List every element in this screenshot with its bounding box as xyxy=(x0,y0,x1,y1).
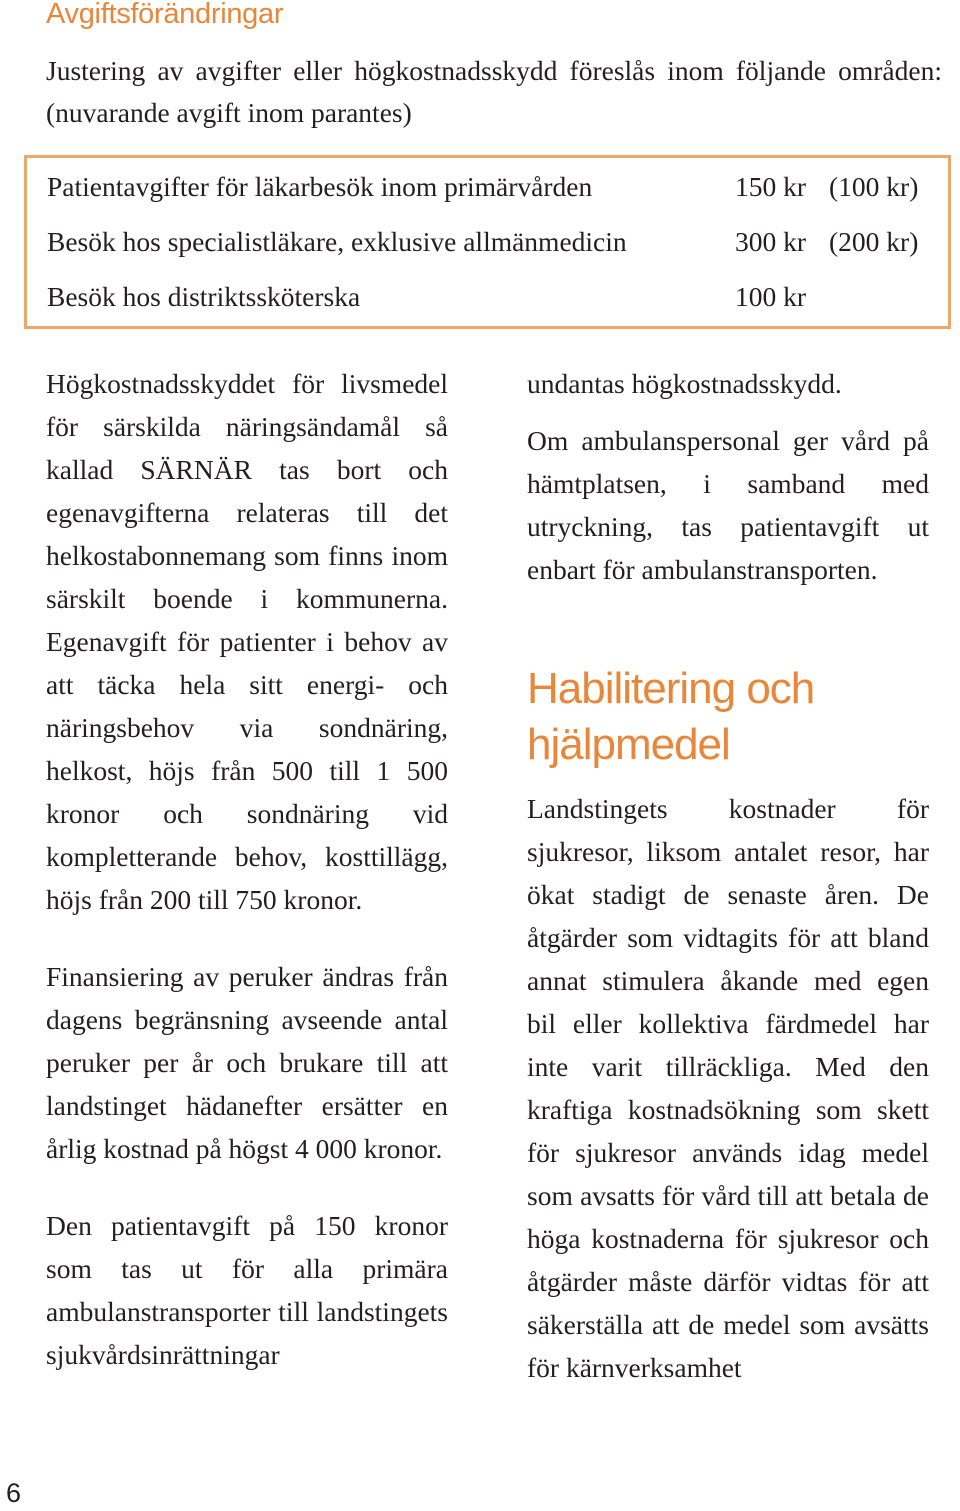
fee-label: Besök hos distriktssköterska xyxy=(47,281,361,312)
page-number: 6 xyxy=(6,1478,22,1508)
fee-previous-price: (100 kr) xyxy=(829,171,919,202)
paragraph-nutrition: Högkostnadsskyddet för livsmedel för särskilda näringsändamål så kallad SÄRNÄR tas bort och egenavgifterna relateras till det helkostabonnemang som finns inom särskilt boende i kommunerna. Egenavgift för patienter i behov av att täcka hela sitt energi- och näringsbehov via sondnäring, helkost, höjs från 500 till 1 500 kronor och sondnäring vid kompletterande behov, kosttillägg, höjs från 200 till 750 kronor. xyxy=(46,368,448,915)
fee-row xyxy=(47,281,807,313)
intro-paragraph: Justering av avgifter eller högkostnadsskydd föreslås inom följande områden: (nuvarande avgift inom parantes) xyxy=(46,55,942,128)
section-heading-habilitation: Habilitering och hjälpmedel xyxy=(527,664,815,769)
left-column xyxy=(46,362,448,1410)
paragraph-continuation: undantas högkostnadsskydd. xyxy=(527,368,842,399)
fee-price: 150 kr xyxy=(735,171,807,202)
fee-table-box xyxy=(24,155,951,329)
paragraph-sjukresor: Landstingets kostnader för sjukresor, liksom antalet resor, har ökat stadigt de senaste åren. De åtgärder som vidtagits för att bland annat stimulera åkande med egen bil eller kollektiva färdmedel har inte varit tillräckliga. Med den kraftiga kostnadsökning som skett för sjukresor används idag medel som avsatts för vård till att betala de höga kostnaderna för sjukresor och åtgärder måste därför vidtas för att säkerställa att de medel som avsätts för kärnverksamhet xyxy=(527,793,929,1383)
right-column xyxy=(527,362,929,1403)
paragraph-ambulance-care: Om ambulanspersonal ger vård på hämtplatsen, i samband med utryckning, tas patientavgift ut enbart för ambulanstransporten. xyxy=(527,425,929,585)
fee-row xyxy=(47,171,919,203)
fee-label: Patientavgifter för läkarbesök inom primärvården xyxy=(47,171,593,202)
paragraph-ambulance-fee: Den patientavgift på 150 kronor som tas ut för alla primära ambulanstransporter till landstingets sjukvårdsinrättningar xyxy=(46,1210,448,1370)
fee-previous-price: (200 kr) xyxy=(829,226,919,257)
fee-label: Besök hos specialistläkare, exklusive allmänmedicin xyxy=(47,226,627,257)
fee-price: 100 kr xyxy=(735,281,807,312)
section-heading-fee-changes: Avgiftsförändringar xyxy=(46,0,284,30)
fee-price: 300 kr xyxy=(735,226,807,257)
fee-row xyxy=(47,226,919,258)
paragraph-wigs: Finansiering av peruker ändras från dagens begränsning avseende antal peruker per år och brukare till att landstinget hädanefter ersätter en årlig kostnad på högst 4 000 kronor. xyxy=(46,961,448,1164)
